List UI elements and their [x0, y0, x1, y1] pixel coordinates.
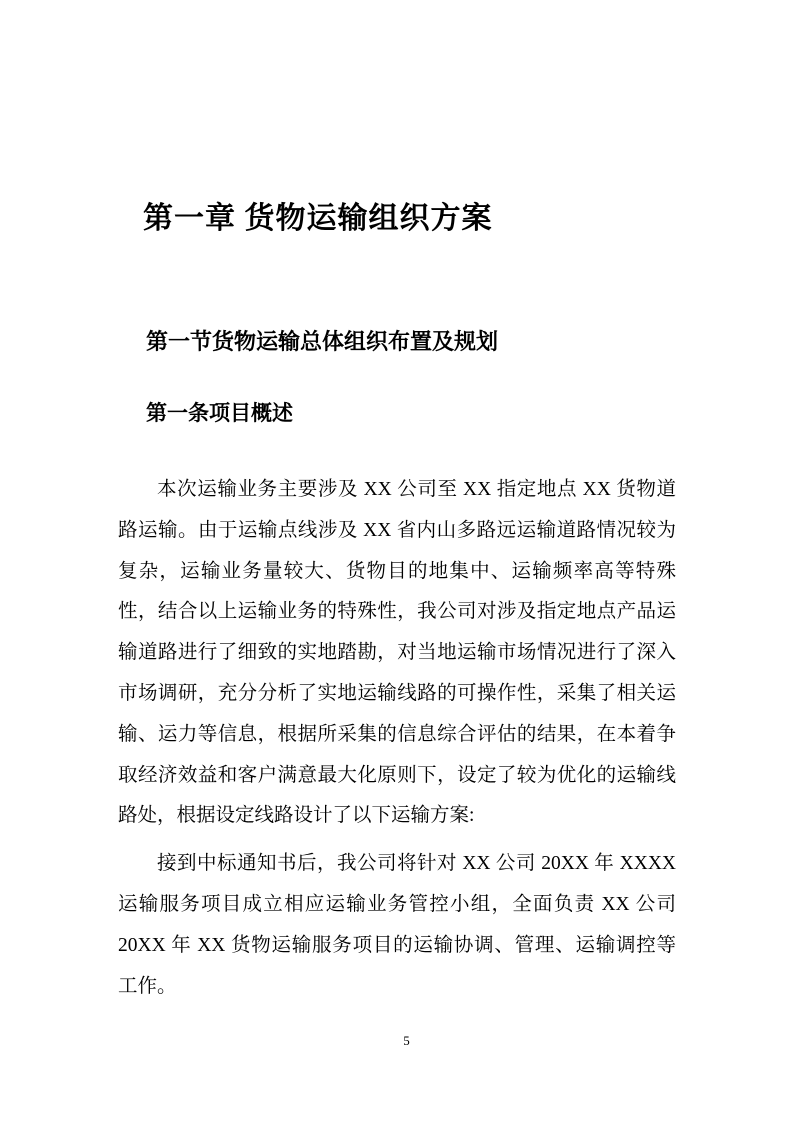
body-text [118, 470, 676, 1007]
body-paragraph-1: 本次运输业务主要涉及 XX 公司至 XX 指定地点 XX 货物道路运输。由于运输点线涉及 XX 省内山多路远运输道路情况较为复杂，运输业务量较大、货物目的地集中、运输频率高等特殊性，结合以上运输业务的特殊性，我公司对涉及指定地点产品运输道路进行了细致的实地踏勘，对当地运输市场情况进行了深入市场调研，充分分析了实地运输线路的可操作性，采集了相关运输、运力等信息，根据所采集的信息综合评估的结果，在本着争取经济效益和客户满意最大化原则下，设定了较为优化的运输线路处，根据设定线路设计了以下运输方案: [118, 479, 676, 827]
body-paragraph-2: 接到中标通知书后，我公司将针对 XX 公司 20XX 年 XXXX 运输服务项目成立相应运输业务管控小组，全面负责 XX 公司 20XX 年 XX 货物运输服务项目的运输协调、管理、运输调控等工作。 [118, 853, 676, 997]
section-heading: 第一节货物运输总体组织布置及规划 [146, 329, 499, 354]
clause-heading: 第一条项目概述 [146, 401, 293, 425]
chapter-title: 第一章 货物运输组织方案 [143, 202, 493, 235]
page-number: 5 [403, 1033, 410, 1048]
page-footer [0, 1032, 793, 1050]
